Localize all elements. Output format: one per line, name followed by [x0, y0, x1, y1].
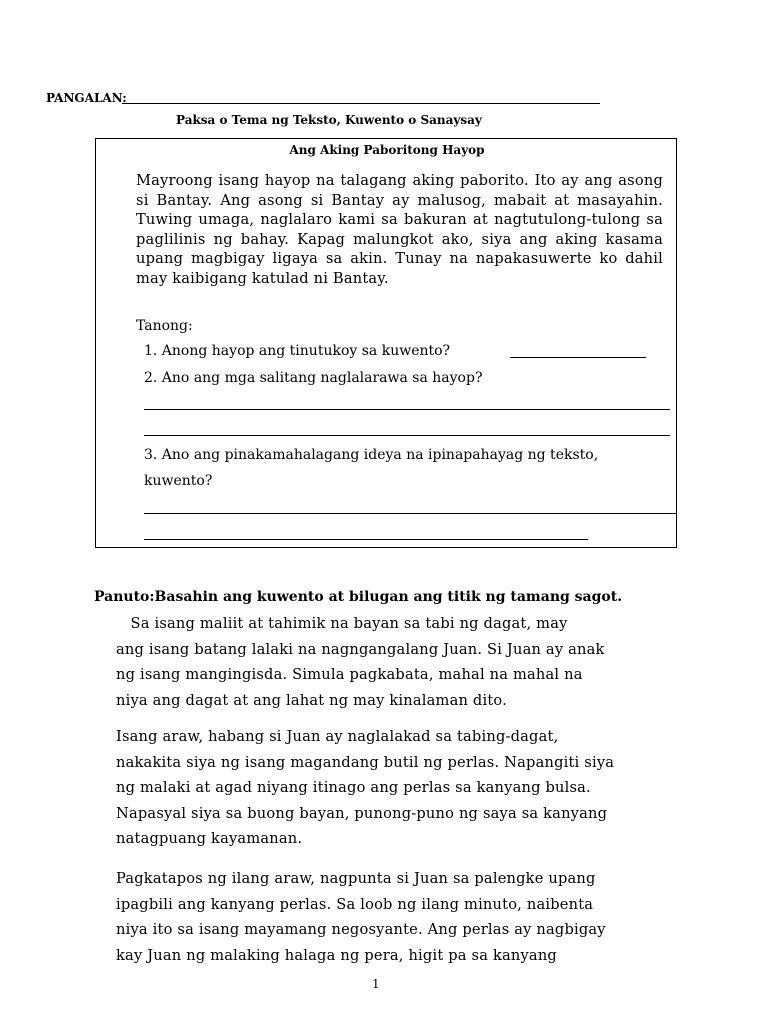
- story-paragraph-1: [116, 611, 664, 713]
- story-paragraph-3: [116, 866, 664, 968]
- paragraph-line: kay Juan ng malaking halaga ng pera, higit pa sa kanyang: [116, 946, 557, 964]
- story-title: Ang Aking Paboritong Hayop: [289, 143, 485, 157]
- question-2: 2. Ano ang mga salitang naglalarawa sa hayop?: [144, 370, 483, 386]
- page-number: 1: [372, 977, 380, 991]
- paragraph-line: niya ang dagat at ang lahat ng may kinalaman dito.: [116, 691, 507, 709]
- answer-line-1[interactable]: [510, 357, 646, 358]
- paragraph-line: ng isang mangingisda. Simula pagkabata, mahal na mahal na: [116, 666, 583, 683]
- paragraph-line: ng malaki at agad niyang itinago ang perlas sa kanyang bulsa.: [116, 779, 591, 796]
- story-paragraph-2: [116, 724, 664, 852]
- subject-heading: Paksa o Tema ng Teksto, Kuwento o Sanaysay: [176, 113, 482, 127]
- story-box: [95, 138, 677, 548]
- paragraph-line: ipagbili ang kanyang perlas. Sa loob ng ilang minuto, naibenta: [116, 895, 594, 913]
- name-label: PANGALAN:: [46, 91, 127, 105]
- paragraph-line: Pagkatapos ng ilang araw, nagpunta si Juan sa palengke upang: [116, 870, 596, 887]
- question-1: 1. Anong hayop ang tinutukoy sa kuwento?: [144, 343, 451, 359]
- question-3: 3. Ano ang pinakamahalagang ideya na ipinapahayag ng teksto,: [144, 447, 599, 463]
- name-blank-line[interactable]: [122, 103, 600, 104]
- paragraph-line: Napasyal siya sa buong bayan, punong-puno ng saya sa kanyang: [116, 804, 608, 822]
- paragraph-line: natagpuang kayamanan.: [116, 830, 303, 847]
- instructions: Panuto:Basahin ang kuwento at bilugan ang titik ng tamang sagot.: [94, 589, 623, 605]
- answer-line-3b[interactable]: [144, 539, 588, 540]
- paragraph-line: ang isang batang lalaki na nagngangalang Juan. Si Juan ay anak: [116, 640, 605, 658]
- story-paragraph: Mayroong isang hayop na talagang aking paborito. Ito ay ang asong si Bantay. Ang asong si Bantay ay malusog, mabait at masayahin. Tuwing umaga, naglalaro kami sa bakuran at nagtutulong-tulong sa paglilinis ng bahay. Kapag malungkot ako, siya ang aking kasama upang magbigay ligaya sa akin. Tunay na napakasuwerte ko dahil may kaibigang katulad ni Bantay.: [136, 172, 663, 287]
- paragraph-line: Sa isang maliit at tahimik na bayan sa tabi ng dagat, may: [116, 615, 568, 632]
- answer-line-2a[interactable]: [144, 409, 670, 410]
- paragraph-line: Isang araw, habang si Juan ay naglalakad sa tabing-dagat,: [116, 728, 559, 745]
- question-3-continuation: kuwento?: [144, 473, 213, 489]
- paragraph-line: nakakita siya ng isang magandang butil ng perlas. Napangiti siya: [116, 753, 615, 771]
- paragraph-line: niya ito sa isang mayamang negosyante. Ang perlas ay nagbigay: [116, 921, 606, 938]
- answer-line-2b[interactable]: [144, 435, 670, 436]
- questions-label: Tanong:: [136, 318, 193, 334]
- answer-line-3a[interactable]: [144, 513, 676, 514]
